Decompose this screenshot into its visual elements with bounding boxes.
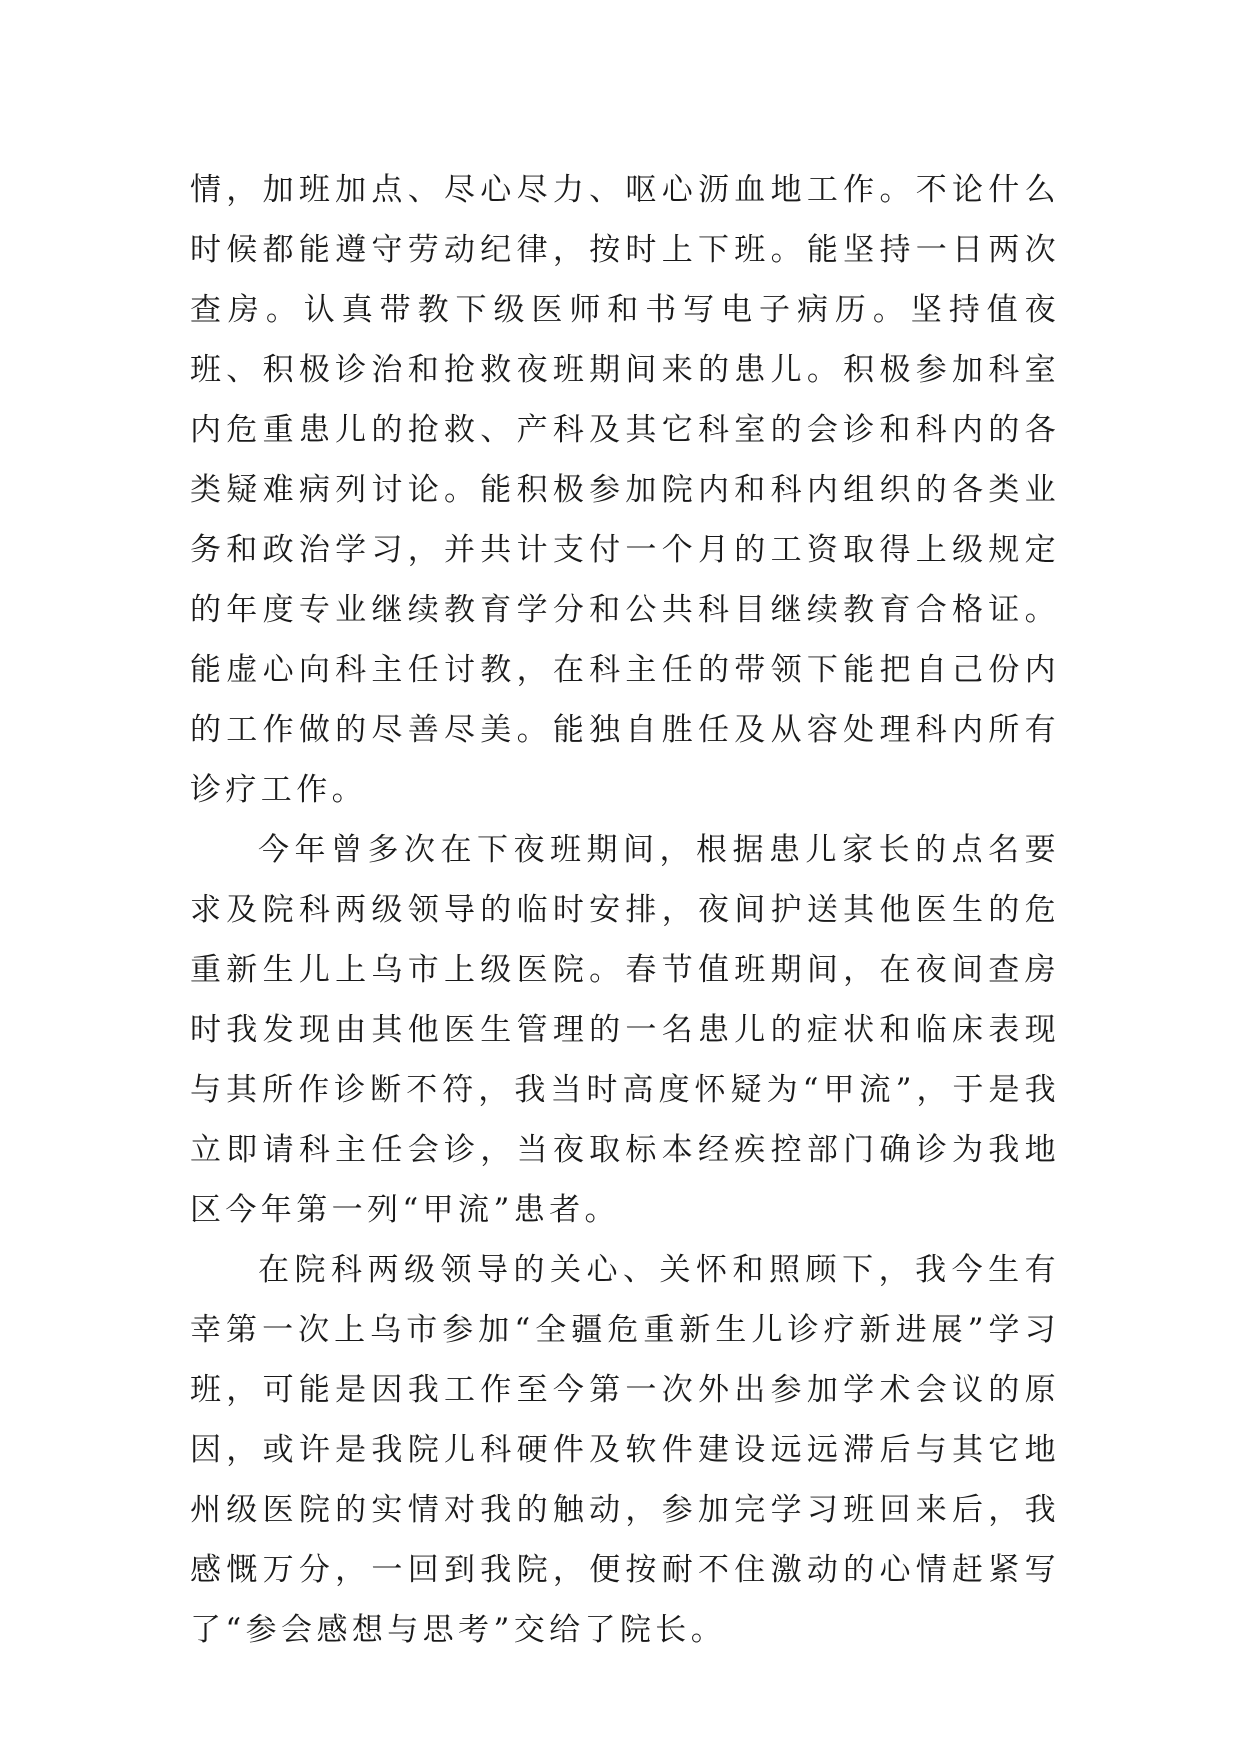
paragraph-2: 今年曾多次在下夜班期间，根据患儿家长的点名要求及院科两级领导的临时安排，夜间护送其他医生的危重新生儿上乌市上级医院。春节值班期间，在夜间查房时我发现由其他医生管理的一名患儿的症状和临床表现与其所作诊断不符，我当时高度怀疑为“甲流”，于是我立即请科主任会诊，当夜取标本经疾控部门确诊为我地区今年第一列“甲流”患者。 — [190, 832, 1060, 1228]
paragraph-3: 在院科两级领导的关心、关怀和照顾下，我今生有幸第一次上乌市参加“全疆危重新生儿诊疗新进展”学习班，可能是因我工作至今第一次外出参加学术会议的原因，或许是我院儿科硬件及软件建设远远滞后与其它地州级医院的实情对我的触动，参加完学习班回来后，我感慨万分，一回到我院，便按耐不住激动的心情赶紧写了“参会感想与思考”交给了院长。 — [190, 1252, 1060, 1648]
paragraph-1: 情，加班加点、尽心尽力、呕心沥血地工作。不论什么时候都能遵守劳动纪律，按时上下班。能坚持一日两次查房。认真带教下级医师和书写电子病历。坚持值夜班、积极诊治和抢救夜班期间来的患儿。积极参加科室内危重患儿的抢救、产科及其它科室的会诊和科内的各类疑难病列讨论。能积极参加院内和科内组织的各类业务和政治学习，并共计支付一个月的工资取得上级规定的年度专业继续教育学分和公共科目继续教育合格证。能虚心向科主任讨教，在科主任的带领下能把自己份内的工作做的尽善尽美。能独自胜任及从容处理科内所有诊疗工作。 — [190, 172, 1060, 808]
document-body — [190, 160, 1060, 1660]
